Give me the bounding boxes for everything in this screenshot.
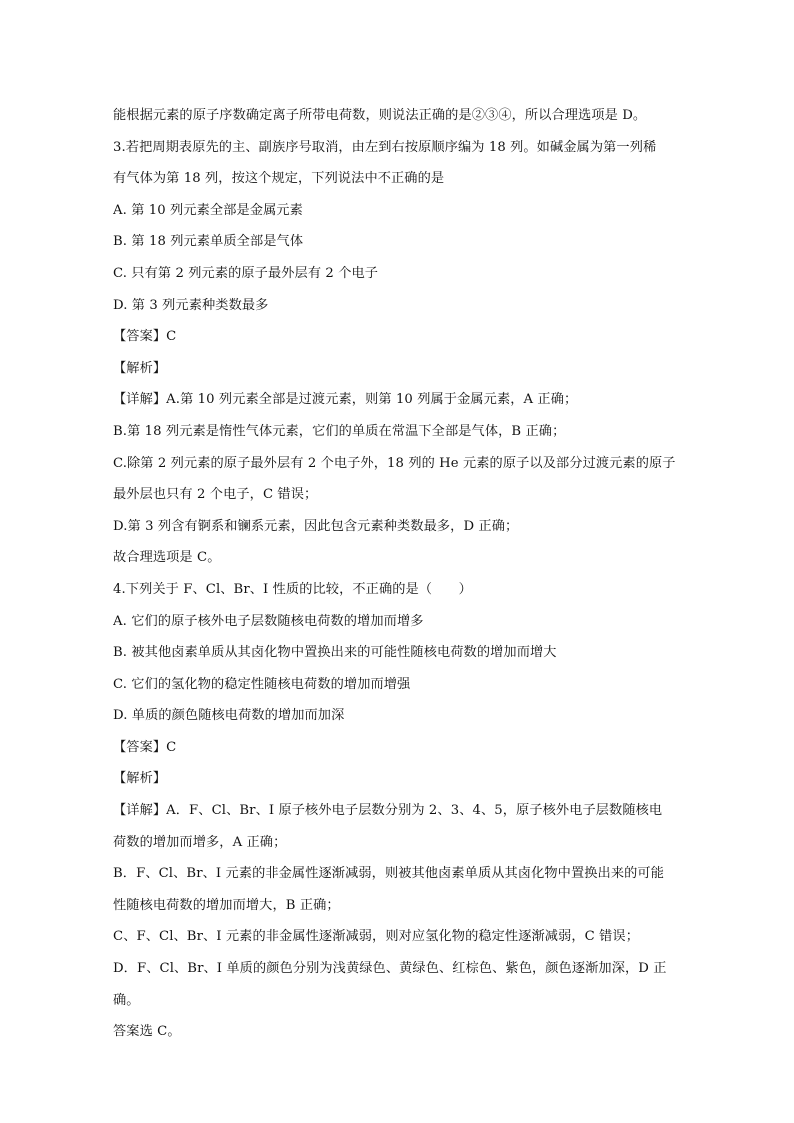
question-3-analysis-heading: 【解析】 bbox=[113, 360, 167, 376]
question-4-explanation: 性随核电荷数的增加而增大，B 正确； bbox=[113, 897, 340, 913]
question-4-explanation: 荷数的增加而增多，A 正确； bbox=[113, 834, 287, 850]
question-3-option-b: B. 第 18 列元素单质全部是气体 bbox=[113, 234, 304, 250]
question-4-analysis-heading: 【解析】 bbox=[113, 771, 167, 787]
question-4-explanation: C、F、Cl、Br、I 元素的非金属性逐渐减弱，则对应氢化物的稳定性逐渐减弱，C 错误； bbox=[113, 929, 639, 945]
question-3-explanation: 【详解】A.第 10 列元素全部是过渡元素，则第 10 列属于金属元素，A 正确； bbox=[113, 392, 578, 408]
question-3-stem: 3.若把周期表原先的主、副族序号取消，由左到右按原顺序编为 18 列。如碱金属为第一列稀 bbox=[113, 139, 657, 155]
question-4-explanation: 确。 bbox=[113, 992, 140, 1008]
question-3-stem-cont: 有气体为第 18 列，按这个规定，下列说法中不正确的是 bbox=[113, 171, 445, 187]
question-4-explanation: B．F、Cl、Br、I 元素的非金属性逐渐减弱，则被其他卤素单质从其卤化物中置换出来的可能 bbox=[113, 866, 664, 882]
question-3-explanation: B.第 18 列元素是惰性气体元素，它们的单质在常温下全部是气体，B 正确； bbox=[113, 423, 566, 439]
question-4-conclusion: 答案选 C。 bbox=[113, 1024, 181, 1040]
question-3-option-c: C. 只有第 2 列元素的原子最外层有 2 个电子 bbox=[113, 265, 379, 281]
question-4-option-a: A. 它们的原子核外电子层数随核电荷数的增加而增多 bbox=[113, 613, 424, 629]
question-4-option-c: C. 它们的氢化物的稳定性随核电荷数的增加而增强 bbox=[113, 676, 411, 692]
document-body bbox=[113, 100, 688, 1048]
question-4-explanation: D．F、Cl、Br、I 单质的颜色分别为浅黄绿色、黄绿色、红棕色、紫色，颜色逐渐加深，D 正 bbox=[113, 961, 667, 977]
question-4-option-d: D. 单质的颜色随核电荷数的增加而加深 bbox=[113, 708, 345, 724]
question-3-conclusion: 故合理选项是 C。 bbox=[113, 550, 221, 566]
question-3-explanation: 最外层也只有 2 个电子，C 错误； bbox=[113, 487, 318, 503]
text-line: 能根据元素的原子序数确定离子所带电荷数，则说法正确的是②③④，所以合理选项是 D。 bbox=[113, 108, 647, 123]
question-4-stem: 4.下列关于 F、Cl、Br、I 性质的比较，不正确的是（ ） bbox=[113, 581, 472, 597]
question-3-option-d: D. 第 3 列元素种类数最多 bbox=[113, 297, 269, 313]
question-4-explanation: 【详解】A．F、Cl、Br、I 原子核外电子层数分别为 2、3、4、5，原子核外电子层数随核电 bbox=[113, 803, 663, 819]
question-3-explanation: C.除第 2 列元素的原子最外层有 2 个电子外，18 列的 He 元素的原子以及部分过渡元素的原子 bbox=[113, 455, 676, 471]
question-4-answer: 【答案】C bbox=[113, 739, 177, 755]
question-4-option-b: B. 被其他卤素单质从其卤化物中置换出来的可能性随核电荷数的增加而增大 bbox=[113, 645, 557, 661]
question-3-explanation: D.第 3 列含有锕系和镧系元素，因此包含元素种类数最多，D 正确； bbox=[113, 518, 519, 534]
question-3-option-a: A. 第 10 列元素全部是金属元素 bbox=[113, 202, 303, 218]
question-3-answer: 【答案】C bbox=[113, 329, 177, 345]
